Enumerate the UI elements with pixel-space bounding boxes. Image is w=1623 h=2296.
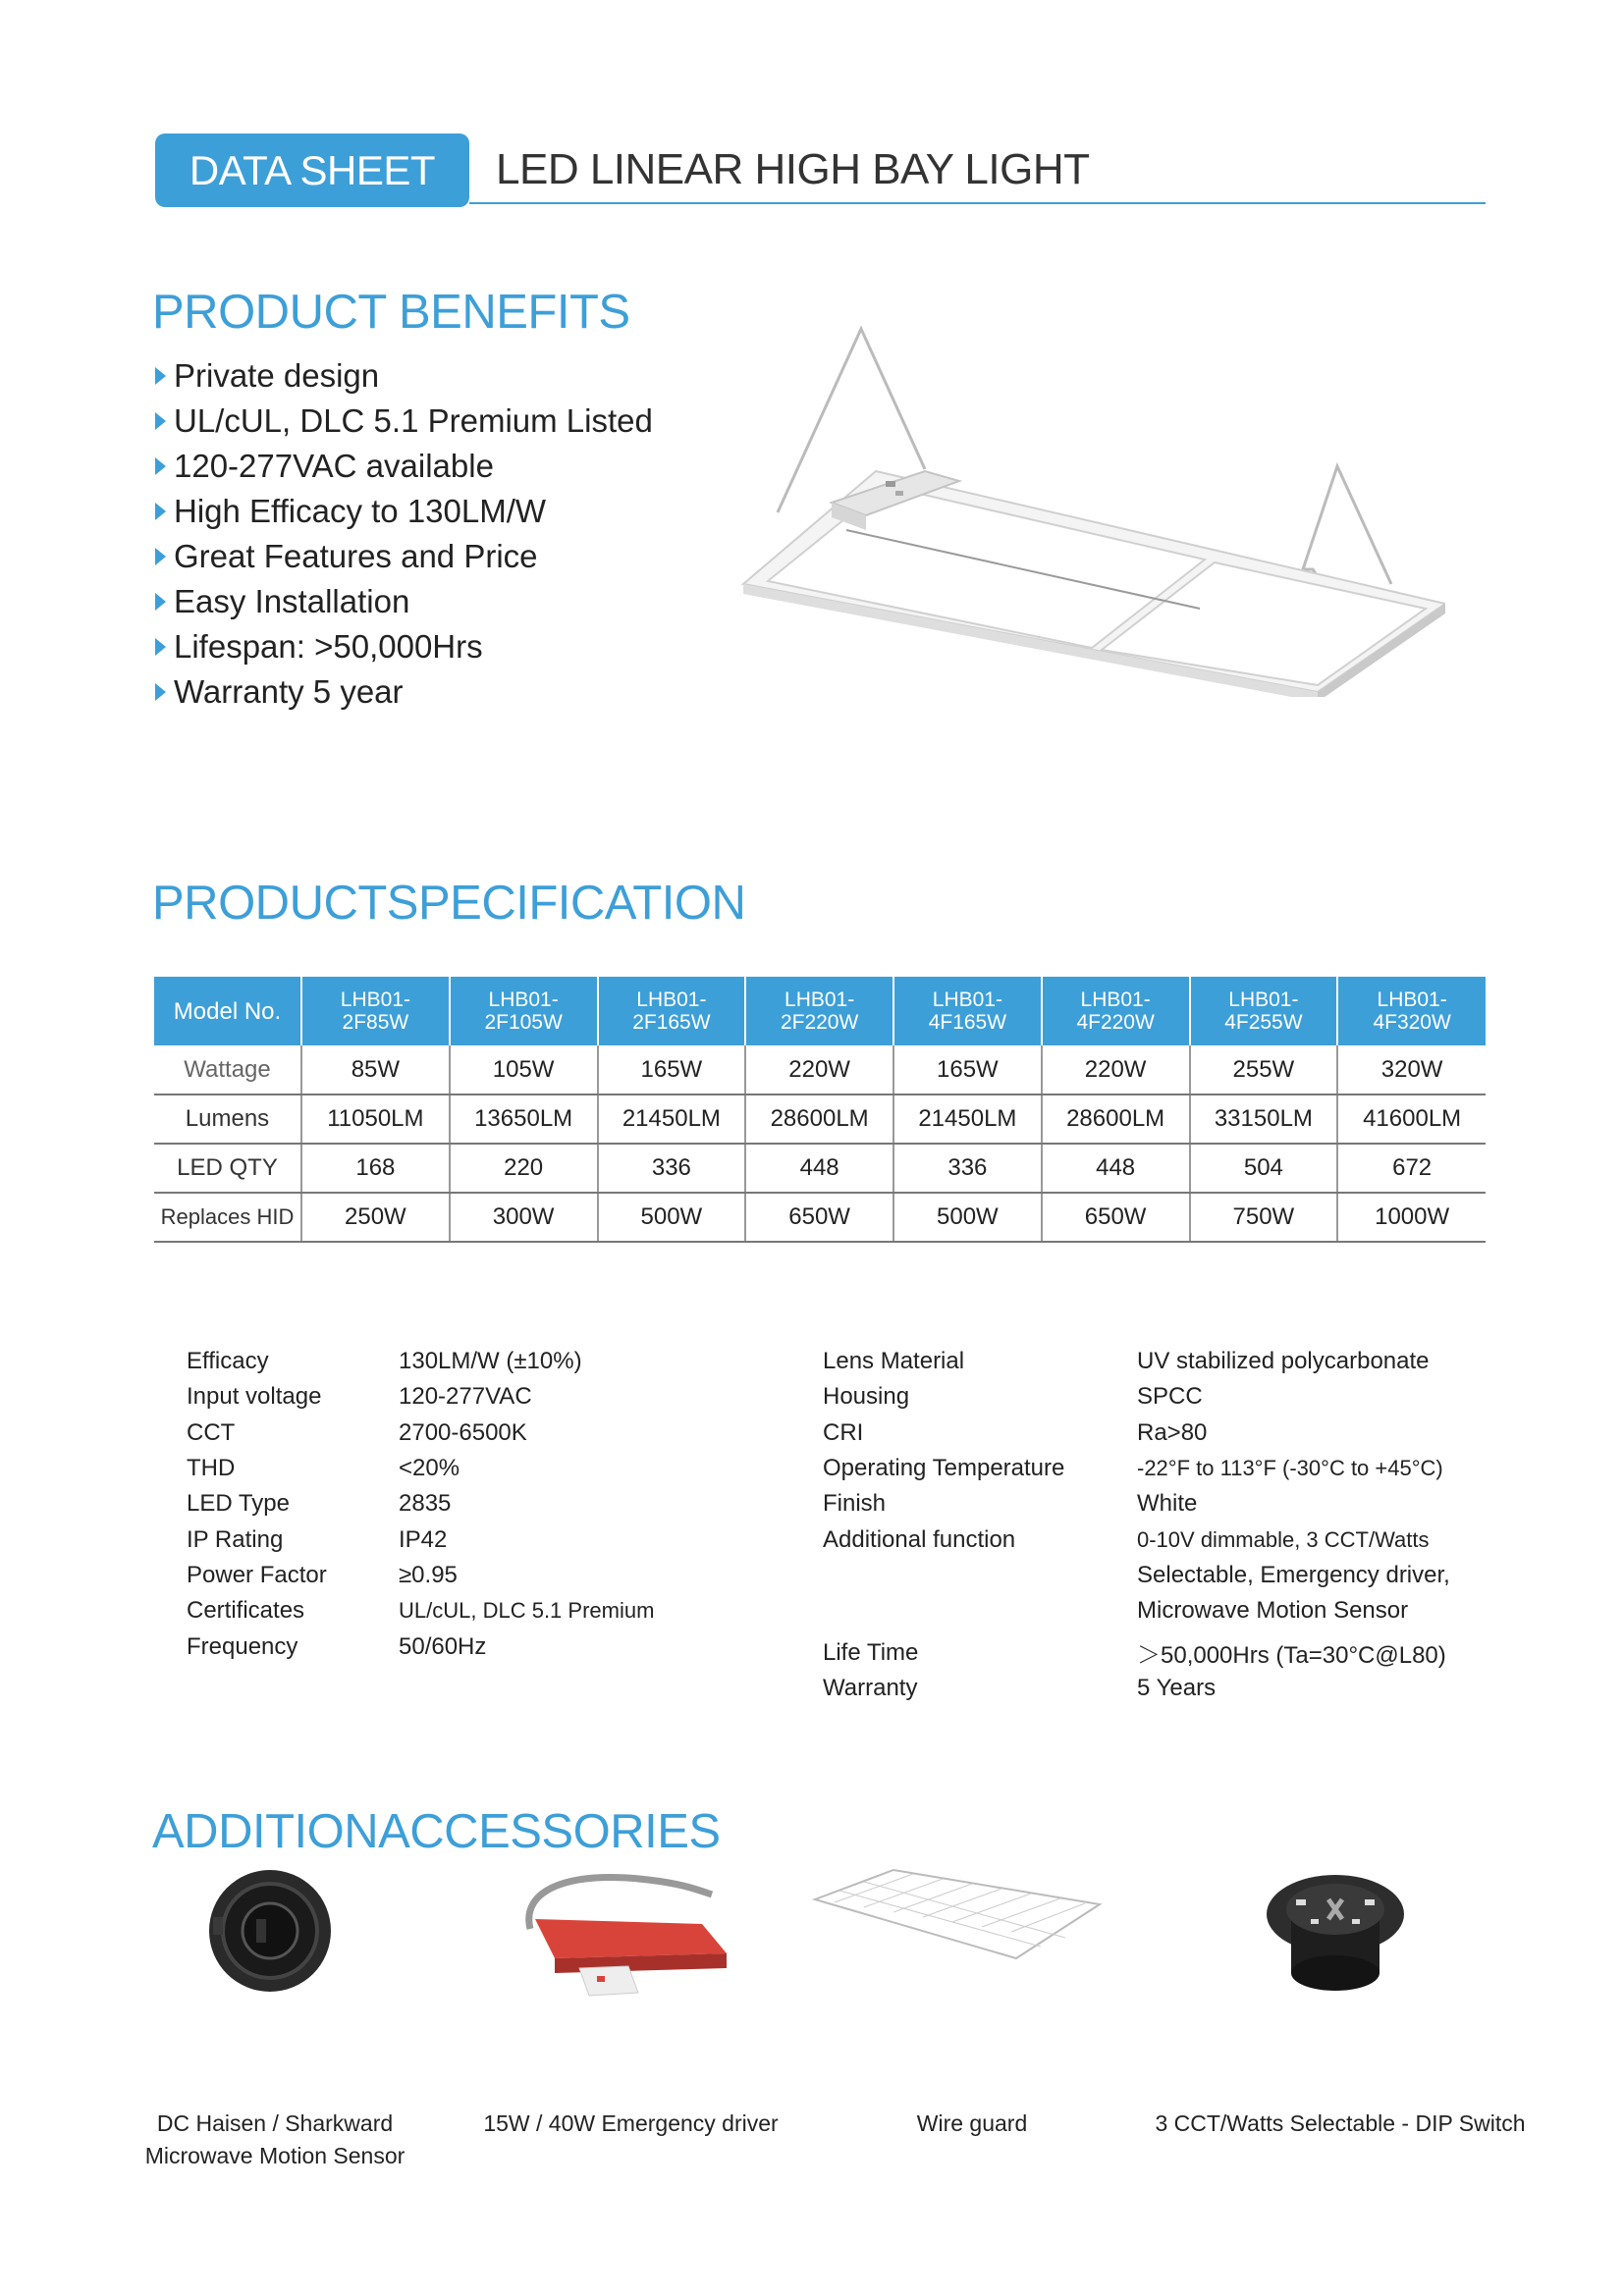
benefit-item: 120-277VAC available xyxy=(155,444,653,489)
accessories-title: ADDITIONACCESSORIES xyxy=(152,1805,721,1858)
column-header: LHB01- 4F255W xyxy=(1190,977,1338,1045)
property-row: Lens Material UV stabilized polycarbonate xyxy=(823,1348,1430,1375)
property-row: CRI Ra>80 xyxy=(823,1418,1208,1446)
table-row: LED QTY 168 220 336 448 336 448 504 672 xyxy=(154,1144,1486,1193)
property-row: Frequency 50/60Hz xyxy=(187,1632,487,1660)
header-divider xyxy=(469,202,1486,204)
accessory-label-emergency-driver: 15W / 40W Emergency driver xyxy=(483,2110,779,2136)
column-header: LHB01- 2F105W xyxy=(450,977,598,1045)
column-header: LHB01- 2F220W xyxy=(745,977,893,1045)
property-row: CCT 2700-6500K xyxy=(187,1418,527,1446)
column-header: Model No. xyxy=(154,977,301,1045)
property-row: IP Rating IP42 xyxy=(187,1525,448,1553)
dip-switch-icon xyxy=(1262,1860,1409,1998)
benefit-item: Easy Installation xyxy=(155,579,653,624)
bullet-triangle-icon xyxy=(155,503,166,520)
accessory-label-wire-guard: Wire guard xyxy=(916,2110,1028,2136)
dip-switch-image xyxy=(1262,1860,1409,1998)
motion-sensor-image xyxy=(201,1860,339,1998)
property-row: Selectable, Emergency driver, xyxy=(1137,1561,1450,1588)
properties-left xyxy=(187,1344,654,1665)
property-row: Microwave Motion Sensor xyxy=(1137,1597,1409,1625)
table-header-row xyxy=(154,977,1486,1045)
high-bay-light-image xyxy=(738,324,1445,697)
property-row: Efficacy 130LM/W (±10%) xyxy=(187,1348,582,1375)
benefit-item: UL/cUL, DLC 5.1 Premium Listed xyxy=(155,399,653,444)
accessory-label-dip-switch: 3 CCT/Watts Selectable - DIP Switch xyxy=(1155,2110,1526,2136)
specification-title: PRODUCTSPECIFICATION xyxy=(152,877,746,930)
benefit-item: Private design xyxy=(155,353,653,399)
bullet-triangle-icon xyxy=(155,367,166,385)
properties-right xyxy=(823,1344,1450,1706)
property-row: THD <20% xyxy=(187,1455,460,1482)
emergency-driver-image xyxy=(511,1860,736,2007)
property-row: Operating Temperature -22°F to 113°F (-30°C to +45°C) xyxy=(823,1455,1443,1482)
benefit-item: Warranty 5 year xyxy=(155,669,653,715)
property-row: Additional function 0-10V dimmable, 3 CCT/Watts xyxy=(823,1525,1430,1553)
column-header: LHB01- 4F165W xyxy=(893,977,1042,1045)
specification-table xyxy=(154,977,1486,1243)
column-header: LHB01- 4F320W xyxy=(1337,977,1486,1045)
bullet-triangle-icon xyxy=(155,683,166,701)
bullet-triangle-icon xyxy=(155,457,166,475)
bullet-triangle-icon xyxy=(155,548,166,565)
table-row: Lumens 11050LM 13650LM 21450LM 28600LM 21450LM 28600LM 33150LM 41600LM xyxy=(154,1095,1486,1144)
property-row: Housing SPCC xyxy=(823,1383,1203,1411)
property-row: LED Type 2835 xyxy=(187,1490,452,1518)
column-header: LHB01- 4F220W xyxy=(1042,977,1190,1045)
column-header: LHB01- 2F165W xyxy=(598,977,746,1045)
property-row: Life Time ＞50,000Hrs (Ta=30°C@L80) xyxy=(823,1638,1446,1670)
property-row: Power Factor ≥0.95 xyxy=(187,1561,458,1588)
wire-guard-icon xyxy=(805,1860,1109,1968)
datasheet-badge: DATA SHEET xyxy=(155,133,469,207)
benefits-title: PRODUCT BENEFITS xyxy=(152,286,630,339)
benefit-item: Great Features and Price xyxy=(155,534,653,579)
accessory-label-motion-sensor: DC Haisen / Sharkward Microwave Motion Sensor xyxy=(144,2110,406,2168)
property-row: Input voltage 120-277VAC xyxy=(187,1383,532,1411)
page-title: LED LINEAR HIGH BAY LIGHT xyxy=(496,145,1090,193)
property-row: Warranty 5 Years xyxy=(823,1674,1217,1701)
property-row: Finish White xyxy=(823,1490,1198,1518)
motion-sensor-icon xyxy=(201,1860,339,1998)
emergency-driver-icon xyxy=(511,1860,736,2007)
bullet-triangle-icon xyxy=(155,412,166,430)
property-row: Certificates UL/cUL, DLC 5.1 Premium xyxy=(187,1597,655,1625)
bullet-triangle-icon xyxy=(155,638,166,656)
table-row: Wattage 85W 105W 165W 220W 165W 220W 255W 320W xyxy=(154,1045,1486,1095)
table-row: Replaces HID 250W 300W 500W 650W 500W 650W 750W 1000W xyxy=(154,1193,1486,1242)
benefit-item: Lifespan: >50,000Hrs xyxy=(155,624,653,669)
benefits-list xyxy=(155,353,653,715)
bullet-triangle-icon xyxy=(155,593,166,611)
benefit-item: High Efficacy to 130LM/W xyxy=(155,489,653,534)
column-header: LHB01- 2F85W xyxy=(301,977,450,1045)
wire-guard-image xyxy=(805,1860,1109,1968)
